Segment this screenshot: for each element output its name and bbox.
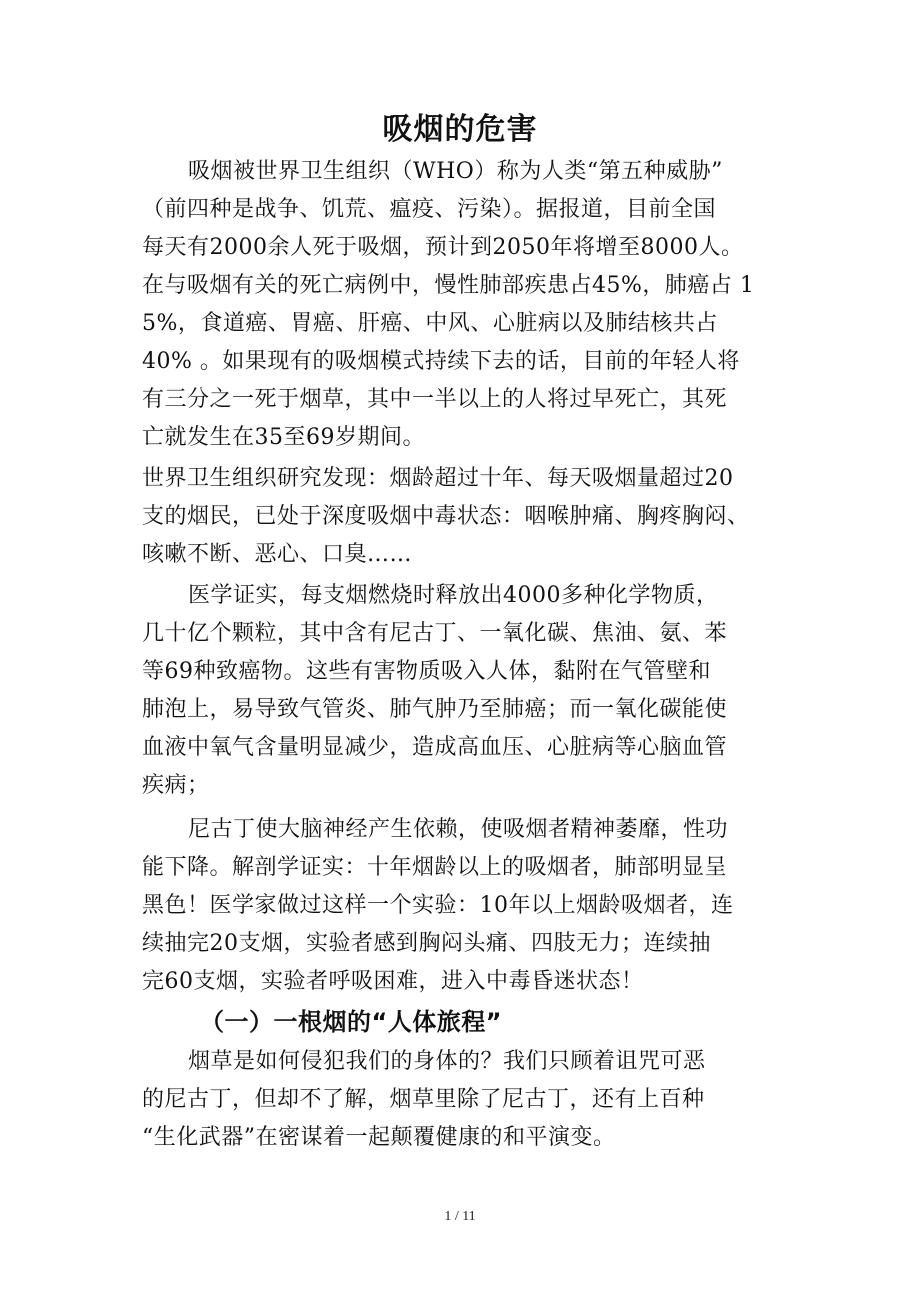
section-heading: （一）一根烟的“人体旅程” [200,1008,503,1036]
paragraph-line: 能下降。解剖学证实：十年烟龄以上的吸烟者，肺部明显呈 [142,855,728,880]
paragraph-line: 烟草是如何侵犯我们的身体的？我们只顾着诅咒可恶 [188,1049,706,1074]
paragraph-line: 尼古丁使大脑神经产生依赖，使吸烟者精神萎靡，性功 [188,817,729,842]
paragraph-line: 续抽完20支烟，实验者感到胸闷头痛、四肢无力；连续抽 [142,931,711,956]
paragraph-line: 完60支烟，实验者呼吸困难，进入中毒昏迷状态！ [142,969,644,994]
paragraph-line: 血液中氧气含量明显减少，造成高血压、心脏病等心脑血管 [142,735,728,760]
paragraph-line: 等69种致癌物。这些有害物质吸入人体，黏附在气管壁和 [142,659,711,684]
paragraph-line: 疾病； [142,773,210,798]
paragraph-line: “生化武器”在密谋着一起颠覆健康的和平演变。 [142,1125,616,1150]
paragraph-line: 医学证实，每支烟燃烧时释放出4000多种化学物质， [188,583,719,608]
page-title: 吸烟的危害 [382,112,538,147]
paragraph-line: 亡就发生在35至69岁期间。 [142,425,425,450]
page-number: 1 / 11 [444,1209,476,1224]
paragraph-line: 吸烟被世界卫生组织（WHO）称为人类“第五种威胁” [188,159,723,184]
paragraph-line: 支的烟民，已处于深度吸烟中毒状态：咽喉肿痛、胸疼胸闷、 [142,504,750,529]
paragraph-line: 几十亿个颗粒，其中含有尼古丁、一氧化碳、焦油、氨、苯 [142,621,728,646]
paragraph-line: 每天有2000余人死于吸烟，预计到2050年将增至8000人。 [142,235,744,260]
paragraph-line: 的尼古丁，但却不了解，烟草里除了尼古丁，还有上百种 [142,1087,705,1112]
paragraph-line: 在与吸烟有关的死亡病例中，慢性肺部疾患占45%，肺癌占 1 [142,273,755,298]
paragraph-line: 黑色！医学家做过这样一个实验：10年以上烟龄吸烟者，连 [142,893,734,918]
paragraph-line: 有三分之一死于烟草，其中一半以上的人将过早死亡，其死 [142,387,728,412]
paragraph-line: 咳嗽不断、恶心、口臭…… [142,542,413,567]
paragraph-line: （前四种是战争、饥荒、瘟疫、污染）。据报道，目前全国 [142,197,717,222]
paragraph-line: 肺泡上，易导致气管炎、肺气肿乃至肺癌；而一氧化碳能使 [142,697,728,722]
paragraph-line: 世界卫生组织研究发现：烟龄超过十年、每天吸烟量超过20 [142,466,734,491]
paragraph-line: 40% 。如果现有的吸烟模式持续下去的话，目前的年轻人将 [142,349,740,374]
paragraph-line: 5%，食道癌、胃癌、肝癌、中风、心脏病以及肺结核共占 [142,311,718,336]
